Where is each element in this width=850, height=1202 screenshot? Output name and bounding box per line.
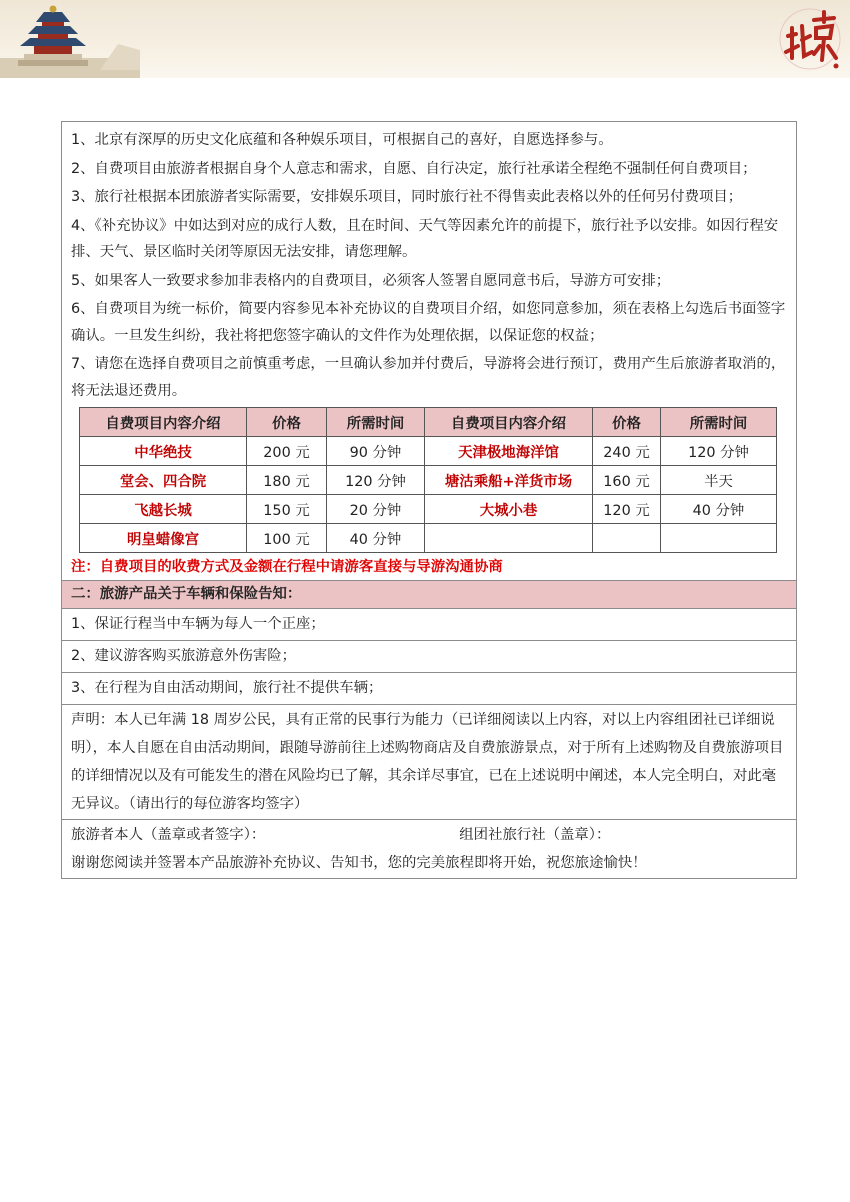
thanks-text: 谢谢您阅读并签署本产品旅游补充协议、告知书，您的完美旅程即将开始，祝您旅途愉快！ [71, 855, 647, 871]
agency-signature-label: 组团社旅行社（盖章）： [459, 827, 611, 843]
signature-line [71, 821, 787, 849]
signature-block [62, 819, 796, 878]
fee-item-price [593, 524, 661, 553]
fee-item-price: 150 元 [247, 495, 327, 524]
fee-item-name: 塘沽乘船+洋货市场 [425, 466, 593, 495]
fee-col-header: 所需时间 [327, 408, 425, 437]
fee-item-name: 明皇蜡像宫 [80, 524, 247, 553]
fee-table-header [80, 408, 777, 437]
fee-item-price: 160 元 [593, 466, 661, 495]
fee-item-name: 堂会、四合院 [80, 466, 247, 495]
fee-item-name: 中华绝技 [80, 437, 247, 466]
fee-item-duration: 20 分钟 [327, 495, 425, 524]
intro-item-3: 3、旅行社根据本团旅游者实际需要，安排娱乐项目，同时旅行社不得售卖此表格以外的任何另付费项目； [71, 189, 743, 205]
fee-item-price: 120 元 [593, 495, 661, 524]
fee-col-header: 自费项目内容介绍 [80, 408, 247, 437]
fee-item-duration: 40 分钟 [661, 495, 777, 524]
intro-item-2: 2、自费项目由旅游者根据自身个人意志和需求，自愿、自行决定，旅行社承诺全程绝不强制任何自费项目； [71, 160, 757, 177]
intro-item-6: 6、自费项目为统一标价，简要内容参见本补充协议的自费项目介绍，如您同意参加，须在表格上勾选后书面签字确认。一旦发生纠纷，我社将把您签字确认的文件作为处理依据，以保证您的权益； [71, 301, 786, 344]
intro-item-4: 4、《补充协议》中如达到对应的成行人数，且在时间、天气等因素允许的前提下，旅行社予以安排。如因行程安排、天气、景区临时关闭等原因无法安排，请您理解。 [71, 217, 779, 260]
fee-item-price: 100 元 [247, 524, 327, 553]
fee-item-name: 大城小巷 [425, 495, 593, 524]
section2-item-1: 1、保证行程当中车辆为每人一个正座； [62, 608, 796, 640]
beijing-calligraphy-icon [778, 6, 842, 72]
intro-item-7: 7、请您在选择自费项目之前慎重考虑，一旦确认参加并付费后，导游将会进行预订，费用产生后旅游者取消的，将无法退还费用。 [71, 356, 786, 399]
table-row [80, 466, 777, 495]
declaration-text: 声明：本人已年满 18 周岁公民，具有正常的民事行为能力（已详细阅读以上内容，对以上内容组团社已详细说明），本人自愿在自由活动期间，跟随导游前往上述购物商店及自费旅游景点，对于所有上述购物及自费旅游项目的详细情况以及有可能发生的潜在风险均已了解，其余详尽事宜，已在上述说明中阐述，本人完全明白，对此毫无异议。（请出行的每位游客均签字） [62, 704, 796, 819]
fee-item-name: 飞越长城 [80, 495, 247, 524]
fee-item-duration: 120 分钟 [661, 437, 777, 466]
fee-note: 注：自费项目的收费方式及金额在行程中请游客直接与导游沟通协商 [71, 559, 503, 575]
fee-table-wrapper [62, 404, 796, 553]
temple-of-heaven-icon [0, 0, 140, 78]
fee-col-header: 自费项目内容介绍 [425, 408, 593, 437]
fee-item-duration: 120 分钟 [327, 466, 425, 495]
table-row [80, 495, 777, 524]
tourist-signature-label: 旅游者本人（盖章或者签字）： [71, 827, 266, 843]
intro-item-5: 5、如果客人一致要求参加非表格内的自费项目，必须客人签署自愿同意书后，导游方可安排； [71, 272, 671, 289]
section2-title: 二：旅游产品关于车辆和保险告知： [62, 580, 796, 608]
fee-table [79, 407, 777, 553]
intro-list [62, 122, 796, 404]
fee-item-duration: 半天 [661, 466, 777, 495]
section2-item-2: 2、建议游客购买旅游意外伤害险； [62, 640, 796, 672]
fee-col-header: 价格 [247, 408, 327, 437]
fee-item-price: 200 元 [247, 437, 327, 466]
fee-col-header: 所需时间 [661, 408, 777, 437]
fee-item-name: 天津极地海洋馆 [425, 437, 593, 466]
fee-item-duration: 90 分钟 [327, 437, 425, 466]
fee-item-duration [661, 524, 777, 553]
fee-col-header: 价格 [593, 408, 661, 437]
fee-item-price: 240 元 [593, 437, 661, 466]
beijing-logo [778, 6, 842, 72]
fee-item-name [425, 524, 593, 553]
table-row [80, 524, 777, 553]
agreement-document [61, 121, 797, 879]
intro-item-1: 1、北京有深厚的历史文化底蕴和各种娱乐项目，可根据自己的喜好，自愿选择参与。 [71, 132, 613, 148]
section2-item-3: 3、在行程为自由活动期间，旅行社不提供车辆； [62, 672, 796, 704]
fee-item-price: 180 元 [247, 466, 327, 495]
header-banner [0, 0, 850, 78]
table-row [80, 437, 777, 466]
fee-item-duration: 40 分钟 [327, 524, 425, 553]
